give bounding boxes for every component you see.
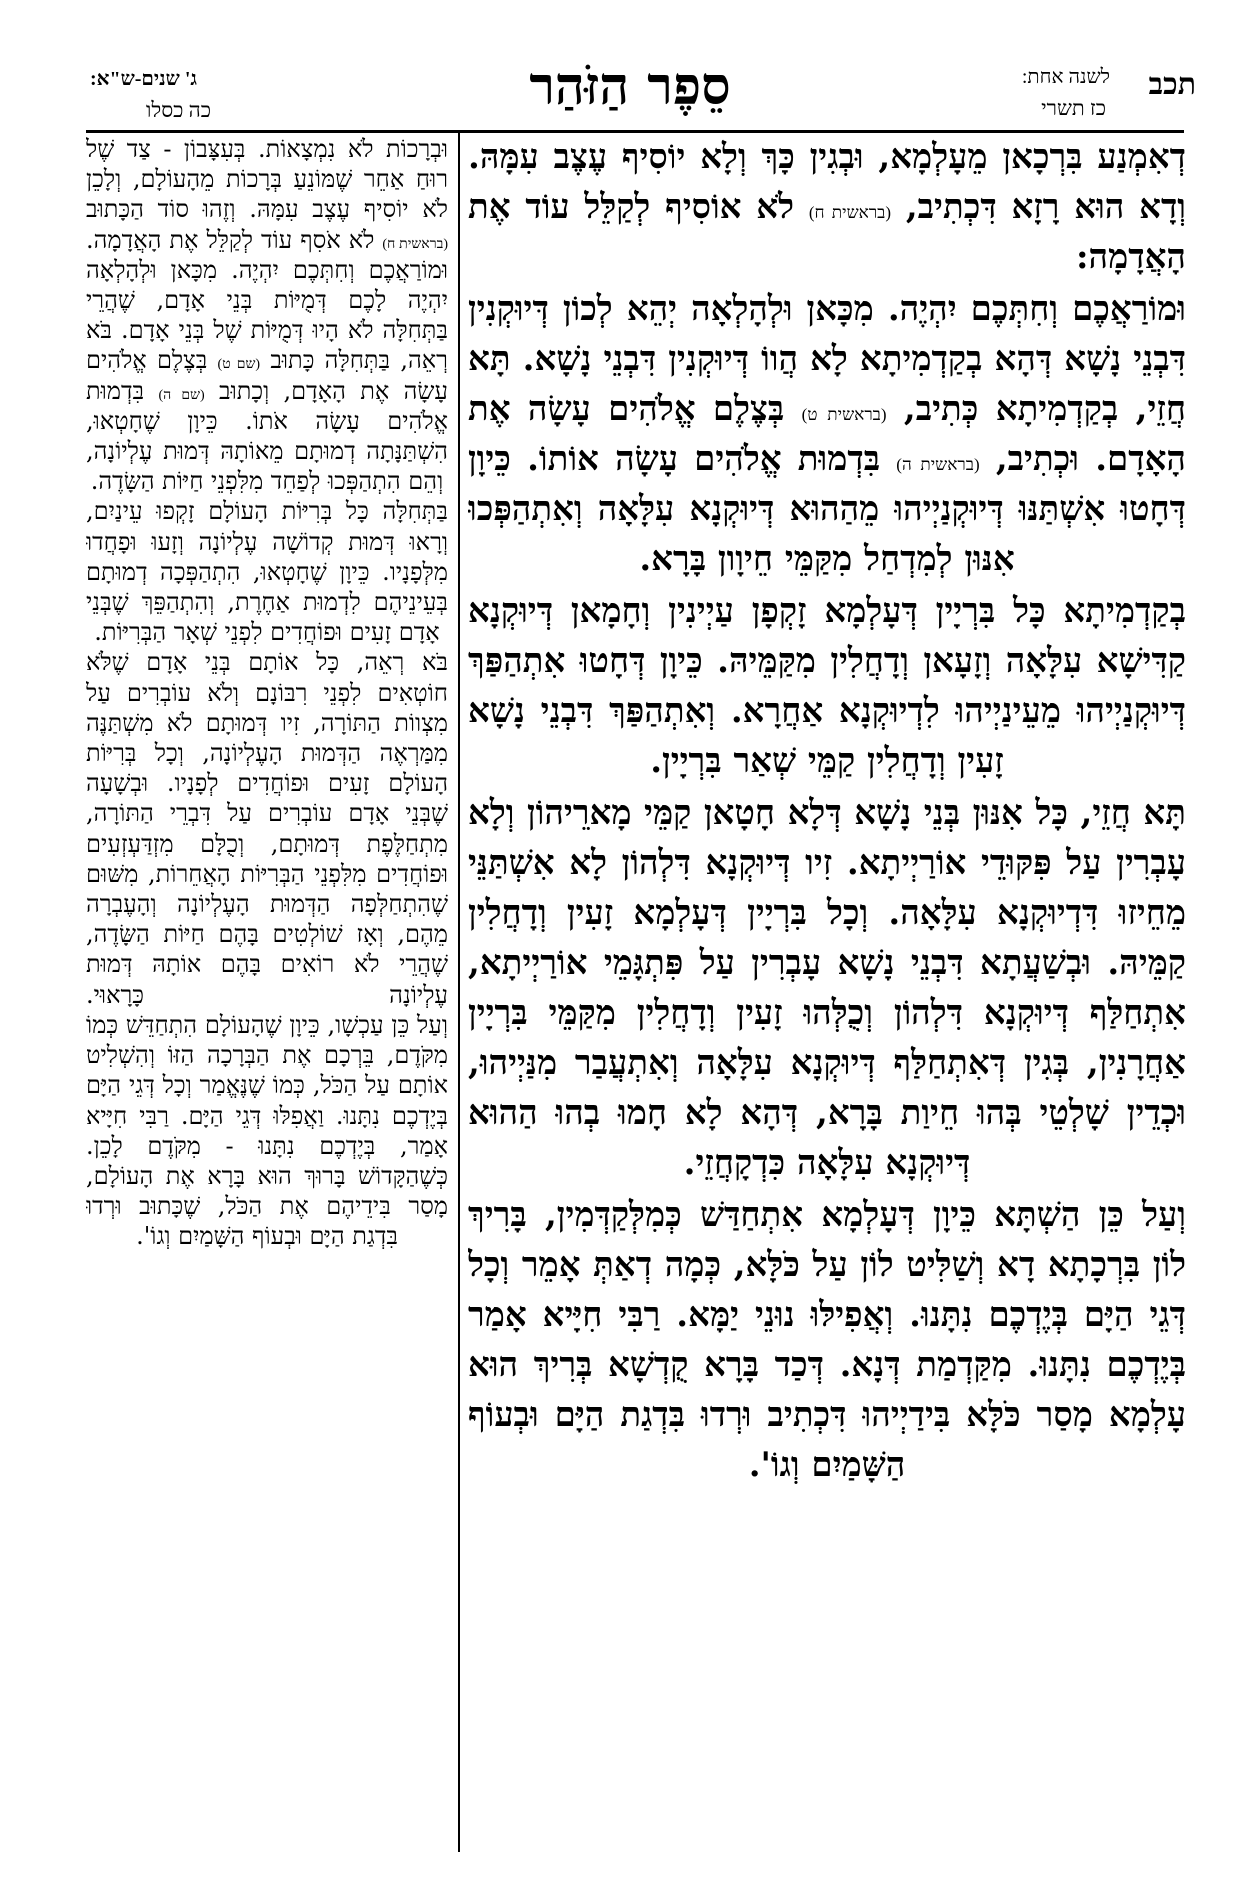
commentary-paragraph	[86, 647, 448, 1009]
verse-reference: (בראשית ה)	[896, 455, 980, 474]
verse-reference: (שם ה)	[158, 387, 205, 403]
commentary-paragraph	[86, 255, 448, 497]
main-text: וְעַל כֵּן הַשְׁתָּא כֵּיוָן דְּעָלְמָא אִתְחַדַּשׁ כְּמִלְּקַדְּמִין, בָּרִיךְ לוֹן בִּרְכָתָא דָא וְשַׁלִּיט לוֹן עַל כֹּלָּא, כְּמָה דְאַתְּ אָמֵר וְכָל דְּגֵי הַיָּם בְּיֶדְכֶם נִתָּנוּ. וְאֲפִילּוּ נוּנֵי יַמָּא. רַבִּי חִיָּיא אָמַר בְּיֶדְכֶם נִתָּנוּ. מִקַּדְמַת דְּנָא. דְּכַד בָּרָא קֻדְשָׁא בְּרִיךְ הוּא עָלְמָא מָסַר כֹּלָּא בִּידַיְיהוּ דִּכְתִיב וּרְדוּ בִּדְגַת הַיָּם וּבְעוֹף הַשָּׁמַיִם וְגוֹ'.	[468, 1195, 1186, 1485]
commentary-paragraph	[86, 496, 448, 647]
commentary-paragraph	[86, 134, 448, 255]
commentary-paragraph	[86, 1010, 448, 1252]
commentary-text: לֹא אֹסִף עוֹד לְקַלֵּל אֶת הָאֲדָמָה.	[86, 225, 375, 254]
commentary-text: וְעַל כֵּן עַכְשָׁו, כֵּיוָן שֶׁהָעוֹלָם הִתְחַדֵּשׁ כְּמוֹ מִקֹּדֶם, בֵּרְכָם אֶת הַבְּרָכָה הַזּוֹ וְהִשְׁלִיט אוֹתָם עַל הַכֹּל, כְּמוֹ שֶׁנֶּאֱמַר וְכָל דְּגֵי הַיָּם בְּיֶדְכֶם נִתָּנוּ. וַאֲפִלּוּ דְּגֵי הַיָּם. רַבִּי חִיָּיא אָמַר, בְּיֶדְכֶם נִתָּנוּ - מִקֹּדֶם לָכֵן. כְּשֶׁהַקָּדוֹשׁ בָּרוּךְ הוּא בָּרָא אֶת הָעוֹלָם, מָסַר בִּידֵיהֶם אֶת הַכֹּל, שֶׁכָּתוּב וּרְדוּ בִּדְגַת הַיָּם וּבְעוֹף הַשָּׁמַיִם וְגוֹ'.	[86, 1010, 448, 1251]
commentary-text: בֹּא רְאֵה, כָּל אוֹתָם בְּנֵי אָדָם שֶׁלֹּא חוֹטְאִים לִפְנֵי רִבּוֹנָם וְלֹא עוֹבְרִים עַל מִצְווֹת הַתּוֹרָה, זִיו דְּמוּתָם לֹא מִשְׁתַּנֶּה מִמַּרְאֶה הַדְּמוּת הָעֶלְיוֹנָה, וְכָל בְּרִיּוֹת הָעוֹלָם זָעִים וּפוֹחֲדִים לְפָנָיו. וּבְשָׁעָה שֶׁבְּנֵי אָדָם עוֹבְרִים עַל דִּבְרֵי הַתּוֹרָה, מִתְחַלֶּפֶת דְּמוּתָם, וְכֻלָּם מִזְדַּעְזְעִים וּפוֹחֲדִים מִלִּפְנֵי הַבְּרִיּוֹת הָאֲחֵרוֹת, מִשּׁוּם שֶׁהִתְחַלְּפָה הַדְּמוּת הָעֶלְיוֹנָה וְהָעֶבְרָה מֵהֶם, וְאָז שׁוֹלְטִים בָּהֶם חַיּוֹת הַשָּׂדֶה, שֶׁהֲרֵי לֹא רוֹאִים בָּהֶם אוֹתָהּ דְּמוּת עֶלְיוֹנָה כָּרָאוּי.	[86, 648, 448, 1009]
verse-reference: (שם ט)	[217, 357, 261, 373]
main-paragraph	[468, 586, 1186, 786]
commentary-text: בַּתְּחִלָּה כָּל בְּרִיּוֹת הָעוֹלָם זָקְפוּ עֵינַיִם, וְרָאוּ דְּמוּת קְדוֹשָׁה עֶלְיוֹנָה וְזָעוּ וּפָחֲדוּ מִלְּפָנָיו. כֵּיוָן שֶׁחָטְאוּ, הִתְהַפְּכָה דְמוּתָם בְּעֵינֵיהֶם לִדְמוּת אַחֶרֶת, וְהִתְהַפֵּךְ שֶׁבְּנֵי אָדָם זָעִים וּפוֹחֲדִים לִפְנֵי שְׁאָר הַבְּרִיּוֹת.	[86, 497, 448, 647]
main-text: בְּצֶלֶם אֱלֹהִים עָשָׂה אֶת הָאָדָם. וּכְתִיב,	[468, 389, 1186, 479]
main-paragraph	[468, 284, 1186, 584]
main-text: תָּא חֲזֵי, כָּל אִנּוּן בְּנֵי נָשָׁא דְּלָא חָטָאן קַמֵּי מָארֵיהוֹן וְלָא עָבְרִין עַל פִּקּוּדֵי אוֹרַיְיתָא. זִיו דְּיוּקְנָא דִּלְהוֹן לָא אִשְׁתַּנֵּי מֵחֵיזוּ דִּדְיוּקְנָא עִלָּאָה. וְכָל בִּרְיָין דְּעָלְמָא זָעִין וְדָחֲלִין קַמֵּיהּ. וּבְשַׁעֲתָא דִּבְנֵי נָשָׁא עָבְרִין עַל פִּתְגָּמֵי אוֹרַיְיתָא, אִתְחַלַּף דְּיוּקְנָא דִּלְהוֹן וְכֻלְּהוּ זָעִין וְדָחֲלִין מִקַּמֵּי בִּרְיָין אַחֲרָנִין, בְּגִין דְּאִתְחַלַּף דְּיוּקְנָא עִלָּאָה וְאִתְעֲבַר מִנַּיְיהוּ, וּכְדֵין שָׁלְטֵי בְּהוּ חֵיוַת בָּרָא, דְּהָא לָא חָמוּ בְהוּ הַהוּא דְּיוּקְנָא עִלָּאָה כִּדְקָחֲזֵי.	[468, 793, 1186, 1183]
commentary-column	[86, 134, 448, 1854]
main-paragraph	[468, 788, 1186, 1188]
main-text: דְאִמְנַע בִּרְכָאן מֵעָלְמָא, וּבְגִין כָּךְ וְלָא יוֹסִיף עֶצֶב עִמָּהּ. וְדָא הוּא רָזָא דִּכְתִיב,	[468, 137, 1186, 227]
main-text: בִּדְמוּת אֱלֹהִים עָשָׂה אוֹתוֹ. כֵּיוָן דְּחָטוּ אִשְׁתַּנּוּ דְּיוּקְנַיְיהוּ מֵהַהוּא דְּיוּקְנָא עִלָּאָה וְאִתְהַפְּכוּ אִנּוּן לְמִדְחַל מִקַּמֵּי חֵיוָון בָּרָא.	[468, 439, 1186, 579]
main-text: בְקַדְמִיתָא כָּל בִּרְיָין דְּעָלְמָא זָקְפָן עַיְינִין וְחָמָאן דְּיוּקְנָא קַדִּישָׁא עִלָּאָה וְזָעָאן וְדָחֲלִין מִקַּמֵּיהּ. כֵּיוָן דְּחָטוּ אִתְהַפַּךְ דְּיוּקְנַיְיהוּ מֵעֵינַיְיהוּ לִדְיוּקְנָא אַחֲרָא. וְאִתְהַפַּךְ דִּבְנֵי נָשָׁא זָעִין וְדָחֲלִין קַמֵּי שְׁאַר בִּרְיָין.	[468, 591, 1186, 781]
book-title: סֵפֶר הַזֹּהַר	[529, 56, 731, 117]
schedule-label-three-years: ג' שנים-ש"א:	[90, 68, 197, 90]
verse-reference: (בראשית ח)	[382, 236, 448, 252]
schedule-date-one-year: כז תשרי	[1041, 96, 1106, 120]
commentary-text: בְּצֶלֶם אֱלֹהִים עָשָׂה אֶת הָאָדָם, וְכָתוּב	[86, 346, 448, 405]
main-text: לֹא אוֹסִיף לְקַלֵּל עוֹד אֶת הָאֲדָמָה:	[468, 187, 1186, 277]
page-number: תכב	[1148, 68, 1196, 101]
verse-reference: (בראשית ח)	[808, 203, 892, 222]
main-paragraph	[468, 1190, 1186, 1490]
column-divider	[458, 132, 460, 1852]
main-text-column	[468, 132, 1186, 1852]
schedule-label-one-year: לשנה אחת:	[1021, 66, 1110, 88]
page-header	[90, 56, 1196, 132]
verse-reference: (בראשית ט)	[801, 405, 887, 424]
commentary-text: וּבְרָכוֹת לֹא נִמְצָאוֹת. בְּעִצָּבוֹן - צַד שֶׁל רוּחַ אַחֵר שֶׁמּוֹנֵעַ בְּרָכוֹת מֵהָעוֹלָם, וְלָכֵן לֹא יוֹסִיף עֶצֶב עִמָּהּ. וְזֶהוּ סוֹד הַכָּתוּב	[86, 135, 448, 224]
schedule-date-three-years: כה כסלו	[146, 98, 211, 122]
main-text: וּמוֹרַאֲכֶם וְחִתְּכֶם יִהְיֶה. מִכָּאן וּלְהָלְאָה יְהֵא לְכוֹן דְּיוּקְנִין דִּבְנֵי נָשָׁא דְּהָא בְקַדְמִיתָא לָא הֲווֹ דְּיוּקְנִין דִּבְנֵי נָשָׁא. תָּא חֲזֵי, בְקַדְמִיתָא כְּתִיב,	[468, 289, 1186, 429]
commentary-text: בִּדְמוּת אֱלֹהִים עָשָׂה אֹתוֹ. כֵּיוָן שֶׁחָטְאוּ, הִשְׁתַּנָּתָה דְמוּתָם מֵאוֹתָהּ דְּמוּת עֶלְיוֹנָה, וְהֵם הִתְהַפְּכוּ לְפַחֵד מִלִּפְנֵי חַיּוֹת הַשָּׂדֶה.	[86, 376, 448, 496]
main-paragraph	[468, 132, 1186, 282]
commentary-text: וּמוֹרַאֲכֶם וְחִתְּכֶם יִהְיֶה. מִכָּאן וּלְהָלְאָה יִהְיֶה לָכֶם דְּמֻיּוֹת בְּנֵי אָדָם, שֶׁהֲרֵי בַּתְּחִלָּה לֹא הָיוּ דְּמֻיּוֹת שֶׁל בְּנֵי אָדָם. בֹּא רְאֵה, בַּתְּחִלָּה כָּתוּב	[86, 255, 448, 375]
